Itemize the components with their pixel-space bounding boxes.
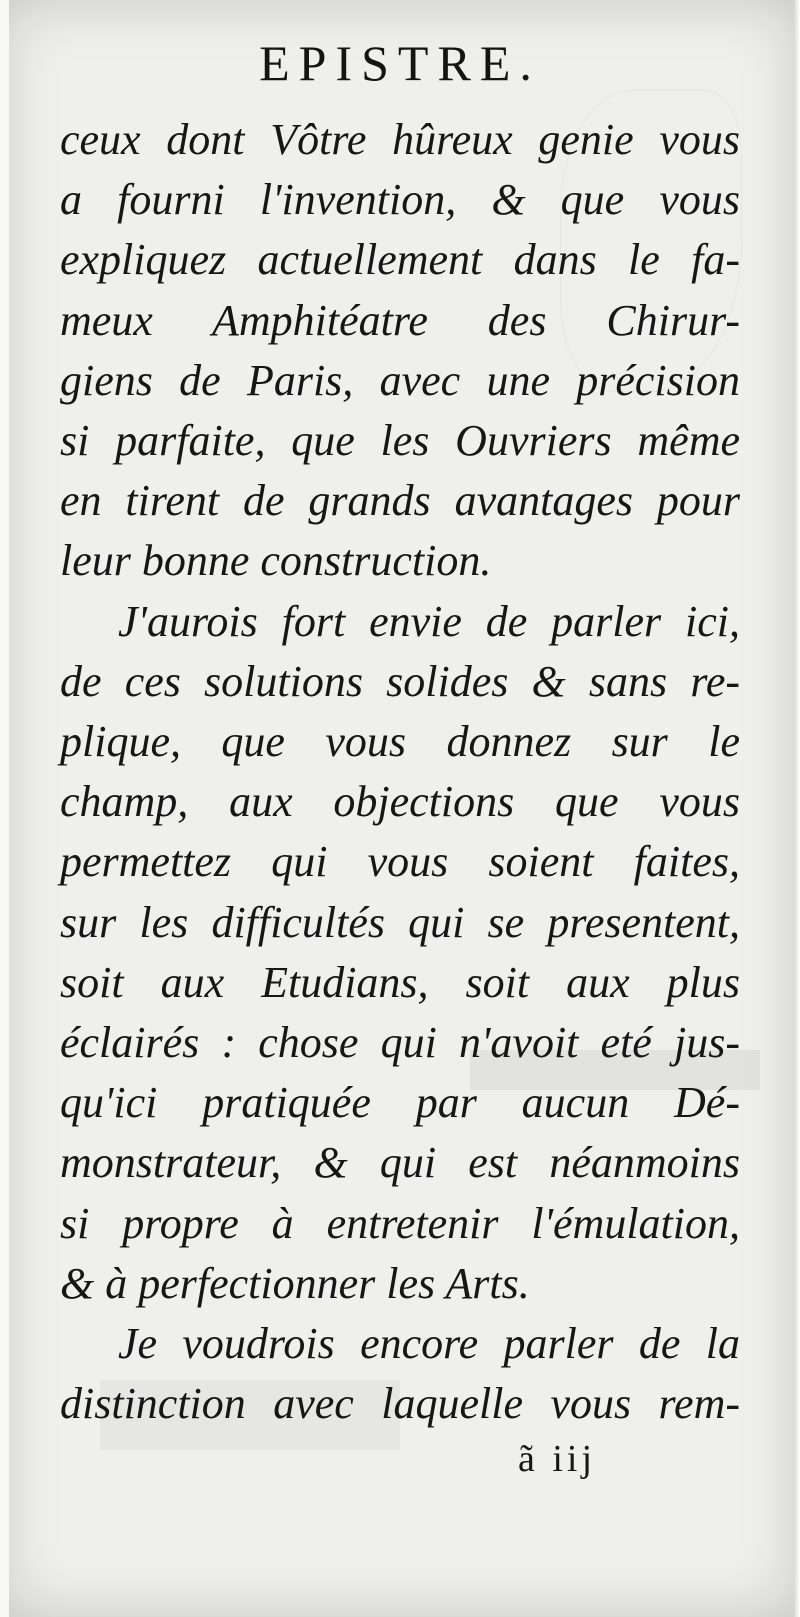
text-line: monstrateur, & qui est néanmoins	[60, 1138, 740, 1188]
text-line: leur bonne construction.	[60, 536, 492, 586]
text-line: en tirent de grands avantages pour	[60, 476, 740, 526]
page-right-edge	[794, 0, 800, 1617]
running-header: EPISTRE.	[259, 35, 541, 91]
text-line: distinction avec laquelle vous rem-	[60, 1379, 740, 1429]
signature-mark: ã iij	[518, 1438, 597, 1480]
text-line: ceux dont Vôtre hûreux genie vous	[60, 115, 740, 164]
text-line: plique, que vous donnez sur le	[60, 717, 740, 767]
text-line: de ces solutions solides & sans re-	[60, 656, 740, 706]
text-line: éclairés : chose qui n'avoit eté jus-	[60, 1018, 740, 1068]
page-left-margin	[0, 0, 9, 1617]
text-line: si propre à entretenir l'émulation,	[60, 1198, 740, 1248]
text-line: Je voudrois encore parler de la	[118, 1319, 740, 1369]
text-line: expliquez actuellement dans le fa-	[60, 235, 740, 285]
text-line: sur les difficultés qui se presentent,	[60, 897, 740, 947]
body-text	[60, 110, 740, 1434]
text-line: meux Amphitéatre des Chirur-	[60, 295, 740, 345]
text-line: J'aurois fort envie de parler ici,	[118, 596, 740, 646]
text-line: qu'ici pratiquée par aucun Dé-	[60, 1078, 740, 1128]
text-line: a fourni l'invention, & que vous	[60, 175, 740, 225]
text-line: permettez qui vous soient faites,	[60, 837, 740, 887]
text-line: & à perfectionner les Arts.	[60, 1258, 530, 1308]
text-line: champ, aux objections que vous	[60, 777, 740, 827]
text-line: si parfaite, que les Ouvriers même	[60, 416, 740, 466]
text-line: giens de Paris, avec une précision	[60, 355, 740, 405]
text-line: soit aux Etudians, soit aux plus	[60, 957, 740, 1007]
